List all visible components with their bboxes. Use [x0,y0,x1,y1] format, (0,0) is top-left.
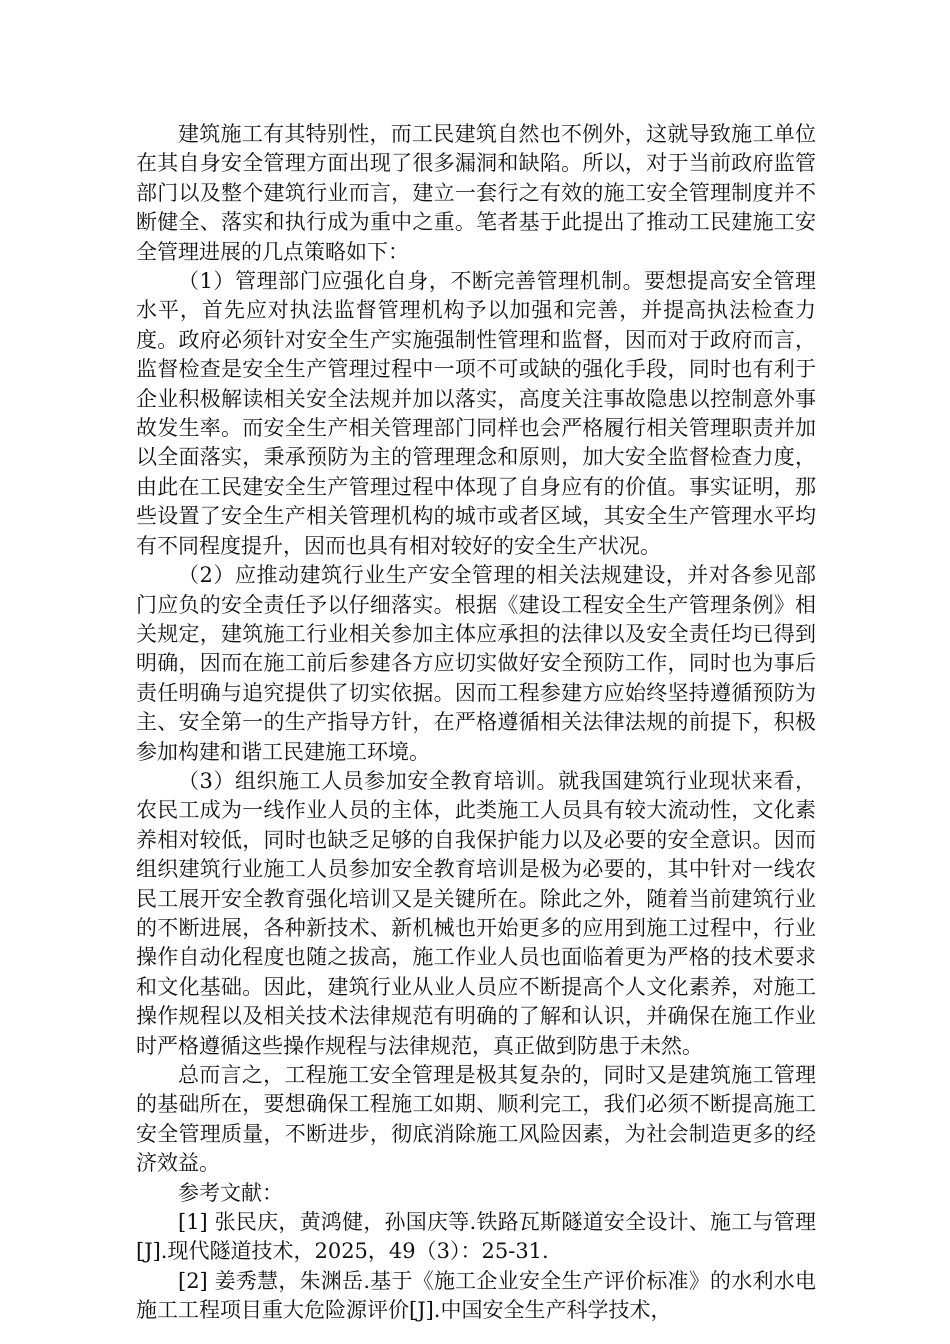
references-heading: 参考文献： [178,1180,283,1205]
body-paragraph-strategy-3: （3）组织施工人员参加安全教育培训。就我国建筑行业现状来看，农民工成为一线作业人员的主体，此类施工人员具有较大流动性，文化素养相对较低，同时也缺乏足够的自我保护能力以及必要的安全意识。因而组织建筑行业施工人员参加安全教育培训是极为必要的，其中针对一线农民工展开安全教育强化培训又是关键所在。除此之外，随着当前建筑行业的不断进展，各种新技术、新机械也开始更多的应用到施工过程中，行业操作自动化程度也随之拔高，施工作业人员也面临着更为严格的技术要求和文化基础。因此，建筑行业从业人员应不断提高个人文化素养，对施工操作规程以及相关技术法律规范有明确的了解和认识，并确保在施工作业时严格遵循这些操作规程与法律规范，真正做到防患于未然。 [136,768,816,1058]
document-body [136,120,816,1326]
reference-item-2: [2] 姜秀慧，朱渊岳.基于《施工企业安全生产评价标准》的水利水电施工工程项目重大危险源评价[J].中国安全生产科学技术， [136,1268,816,1323]
body-paragraph-strategy-1: （1）管理部门应强化自身，不断完善管理机制。要想提高安全管理水平，首先应对执法监督管理机构予以加强和完善，并提高执法检查力度。政府必须针对安全生产实施强制性管理和监督，因而对于政府而言，监督检查是安全生产管理过程中一项不可或缺的强化手段，同时也有利于企业积极解读相关安全法规并加以落实，高度关注事故隐患以控制意外事故发生率。而安全生产相关管理部门同样也会严格履行相关管理职责并加以全面落实，秉承预防为主的管理理念和原则，加大安全监督检查力度，由此在工民建安全生产管理过程中体现了自身应有的价值。事实证明，那些设置了安全生产相关管理机构的城市或者区域，其安全生产管理水平均有不同程度提升，因而也具有相对较好的安全生产状况。 [136,269,816,558]
body-paragraph-intro: 建筑施工有其特别性，而工民建筑自然也不例外，这就导致施工单位在其自身安全管理方面出现了很多漏洞和缺陷。所以，对于当前政府监管部门以及整个建筑行业而言，建立一套行之有效的施工安全管理制度并不断健全、落实和执行成为重中之重。笔者基于此提出了推动工民建施工安全管理进展的几点策略如下： [136,122,816,264]
reference-item-1: [1] 张民庆，黄鸿健，孙国庆等.铁路瓦斯隧道安全设计、施工与管理[J].现代隧道技术，2025，49（3）：25-31. [136,1210,816,1264]
body-paragraph-conclusion: 总而言之，工程施工安全管理是极其复杂的，同时又是建筑施工管理的基础所在，要想确保工程施工如期、顺利完工，我们必须不断提高施工安全管理质量，不断进步，彻底消除施工风险因素，为社会制造更多的经济效益。 [136,1063,816,1176]
body-paragraph-strategy-2: （2）应推动建筑行业生产安全管理的相关法规建设，并对各参见部门应负的安全责任予以仔细落实。根据《建设工程安全生产管理条例》相关规定，建筑施工行业相关参加主体应承担的法律以及安全责任均已得到明确，因而在施工前后参建各方应切实做好安全预防工作，同时也为事后责任明确与追究提供了切实依据。因而工程参建方应始终坚持遵循预防为主、安全第一的生产指导方针，在严格遵循相关法律法规的前提下，积极参加构建和谐工民建施工环境。 [136,563,816,764]
